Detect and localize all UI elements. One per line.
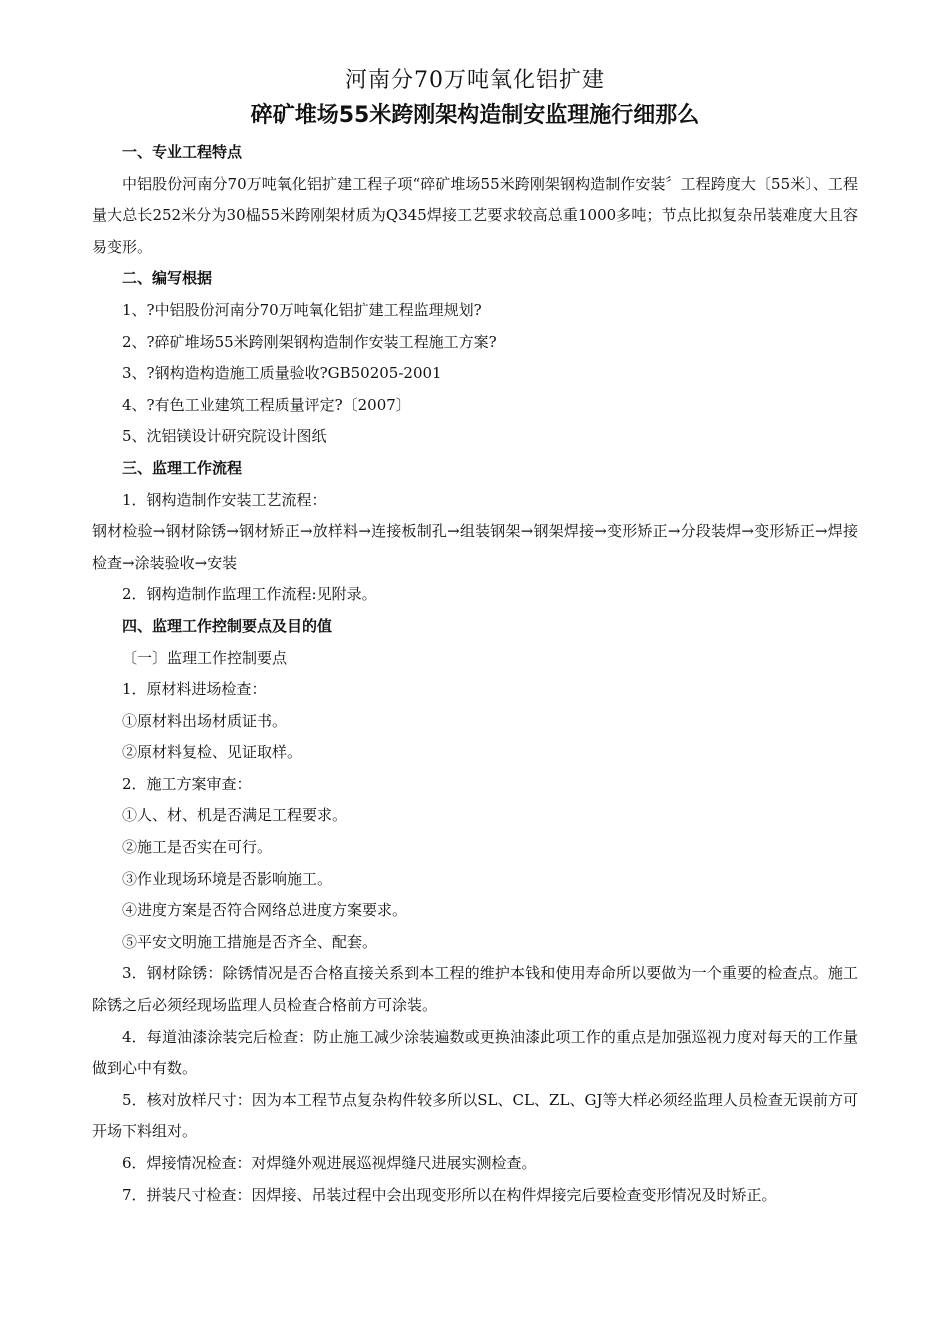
section-paragraph: 中铝股份河南分70万吨氧化铝扩建工程子项“碎矿堆场55米跨刚架钢构造制作安装〞工程跨度大〔55米〕、工程量大总长252米分为30榀55米跨刚架材质为Q345焊接工艺要求较高总重1000多吨；节点比拟复杂吊装难度大且容易变形。 xyxy=(92,174,858,256)
control-point-paragraph: 3．钢材除锈：除锈情况是否合格直接关系到本工程的维护本钱和使用寿命所以要做为一个重要的检查点。施工除锈之后必须经现场监理人员检查合格前方可涂装。 xyxy=(92,964,858,1015)
control-point-paragraph: 7．拼装尺寸检查：因焊接、吊装过程中会出现变形所以在构件焊接完后要检查变形情况及时矫正。 xyxy=(122,1185,777,1204)
subsection-heading: 〔一〕监理工作控制要点 xyxy=(122,648,288,667)
process-item: 2．钢构造制作监理工作流程:见附录。 xyxy=(122,585,377,604)
section-heading-3: 三、监理工作流程 xyxy=(122,458,243,477)
control-point-paragraph: 5．核对放样尺寸：因为本工程节点复杂构件较多所以SL、CL、ZL、GJ等大样必须经监理人员检查无误前方可开场下料组对。 xyxy=(92,1090,858,1141)
control-point-line: ②原材料复检、见证取样。 xyxy=(122,743,303,762)
section-heading-1: 一、专业工程特点 xyxy=(122,143,243,161)
section-heading-2: 二、编写根据 xyxy=(122,269,213,288)
control-point-paragraph: 4．每道油漆涂装完后检查：防止施工减少涂装遍数或更换油漆此项工作的重点是加强巡视力度对每天的工作量做到心中有数。 xyxy=(92,1027,858,1078)
control-point-line: ①原材料出场材质证书。 xyxy=(122,711,288,730)
control-point-paragraph: 6．焊接情况检查：对焊缝外观进展巡视焊缝尺进展实测检查。 xyxy=(122,1154,537,1172)
reference-item: 3、?钢构造构造施工质量验收?GB50205-2001 xyxy=(122,364,442,383)
reference-item: 1、?中铝股份河南分70万吨氧化铝扩建工程监理规划? xyxy=(122,300,482,319)
control-point-line: ⑤平安文明施工措施是否齐全、配套。 xyxy=(122,932,378,951)
document-title-line2: 碎矿堆场55米跨刚架构造制安监理施行细那么 xyxy=(250,103,700,128)
reference-item: 5、沈铝镁设计研究院设计图纸 xyxy=(122,427,327,446)
control-point-line: ②施工是否实在可行。 xyxy=(122,838,273,857)
process-flow: 钢材检验→钢材除锈→钢材矫正→放样料→连接板制孔→组装钢架→钢架焊接→变形矫正→分段装焊→变形矫正→焊接检查→涂装验收→安装 xyxy=(92,522,858,572)
process-item: 1．钢构造制作安装工艺流程： xyxy=(122,490,327,509)
document-body xyxy=(92,137,858,1211)
control-point-line: ③作业现场环境是否影响施工。 xyxy=(122,869,333,888)
document-title-line1: 河南分70万吨氧化铝扩建 xyxy=(345,68,605,93)
control-point-line: ①人、材、机是否满足工程要求。 xyxy=(122,806,348,825)
reference-item: 2、?碎矿堆场55米跨刚架钢构造制作安装工程施工方案? xyxy=(122,332,497,351)
section-heading-4: 四、监理工作控制要点及目的值 xyxy=(122,616,333,635)
control-point-line: 2．施工方案审查： xyxy=(122,774,252,793)
control-point-line: 1．原材料进场检查： xyxy=(122,680,267,699)
control-point-line: ④进度方案是否符合网络总进度方案要求。 xyxy=(122,901,408,920)
reference-item: 4、?有色工业建筑工程质量评定?〔2007〕 xyxy=(122,395,411,414)
